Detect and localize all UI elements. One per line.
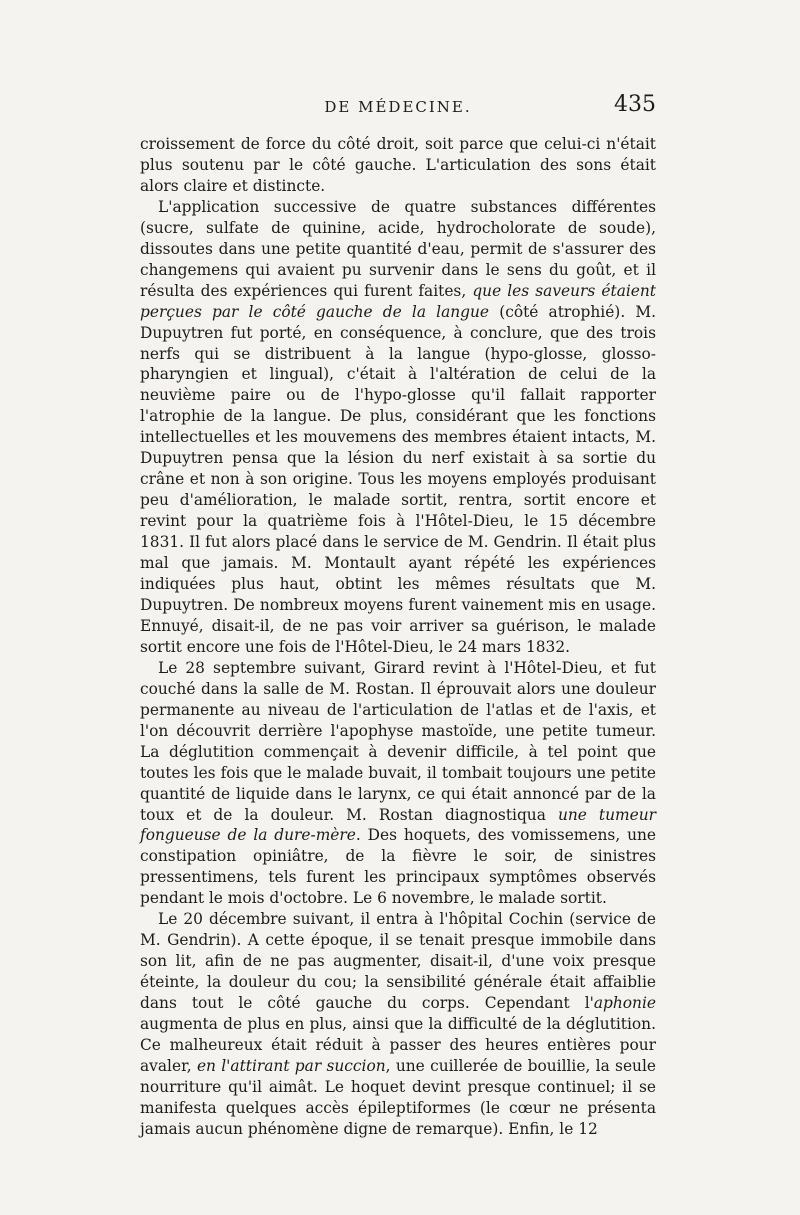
italic-text: en l'attirant par succion xyxy=(196,1056,386,1075)
page-header xyxy=(140,92,656,128)
paragraph-2 xyxy=(140,197,656,658)
paragraph-4 xyxy=(140,909,656,1139)
text-run: (côté atrophié). M. Dupuytren fut porté, en conséquence, à conclure, que des trois nerfs qui se distribuent à la langue (hypo-glosse, glosso-pharyngien et lingual), c'était à l'altération de celui de la neuvième paire ou de l'hypo-glosse qu'il fallait rapporter l'atrophie de la langue. De plus, considérant que les fonctions intellectuelles et les mouvemens des membres étaient intacts, M. Dupuytren pensa que la lésion du nerf existait à sa sortie du crâne et non à son origine. Tous les moyens employés produisant peu d'amélioration, le malade sortit, rentra, sortit encore et revint pour la quatrième fois à l'Hôtel-Dieu, le 15 décembre 1831. Il fut alors placé dans le service de M. Gendrin. Il était plus mal que jamais. M. Montault ayant répété les expériences indiquées plus haut, obtint les mêmes résultats que M. Dupuytren. De nombreux moyens furent vainement mis en usage. Ennuyé, disait-il, de ne pas voir arriver sa guérison, le malade sortit encore une fois de l'Hôtel-Dieu, le 24 mars 1832. xyxy=(140,302,657,656)
text-run: Le 20 décembre suivant, il entra à l'hôpital Cochin (service de M. Gendrin). A cette époque, il se tenait presque immobile dans son lit, afin de ne pas augmenter, disait-il, d'une voix presque éteinte, la douleur du cou; la sensibilité générale était affaiblie dans tout le côté gauche du corps. Cependant l' xyxy=(140,910,656,1013)
paragraph-1 xyxy=(140,134,656,197)
paragraph-3 xyxy=(140,658,656,909)
page-number: 435 xyxy=(614,92,656,117)
italic-text: une tumeur fongueuse de la dure-mère xyxy=(140,805,656,845)
text-run: L'application successive de quatre substances différentes (sucre, sulfate de quinine, acide, hydrocholorate de soude), dissoutes dans une petite quantité d'eau, permit de s'assurer des changemens qui avaient pu survenir dans le sens du goût, et il résulta des expériences qui furent faites, xyxy=(140,197,656,300)
text-run: , une cuillerée de bouillie, la seule nourriture qu'il aimât. Le hoquet devint presque continuel; il se manifesta quelques accès épileptiformes (le cœur ne présenta jamais aucun phénomène digne de remarque). Enfin, le 12 xyxy=(140,1056,656,1138)
text-run: augmenta de plus en plus, ainsi que la difficulté de la déglutition. Ce malheureux était réduit à passer des heures entières pour avaler, xyxy=(140,1015,656,1075)
text-run: Le 28 septembre suivant, Girard revint à l'Hôtel-Dieu, et fut couché dans la salle de M. Rostan. Il éprouvait alors une douleur permanente au niveau de l'articulation de l'atlas et de l'axis, et l'on découvrit derrière l'apophyse mastoïde, une petite tumeur. La déglutition commençait à devenir difficile, à tel point que toutes les fois que le malade buvait, il tombait toujours une petite quantité de liquide dans le larynx, ce qui était annoncé par de la toux et de la douleur. M. Rostan diagnostiqua xyxy=(140,658,656,824)
text-run: croissement de force du côté droit, soit parce que celui-ci n'était plus soutenu par le côté gauche. L'articulation des sons était alors claire et distincte. xyxy=(140,135,656,195)
italic-text: aphonie xyxy=(593,994,656,1013)
body-text xyxy=(140,134,656,1140)
italic-text: que les saveurs étaient perçues par le côté gauche de la langue xyxy=(140,281,656,321)
text-run: . Des hoquets, des vomissemens, une constipation opiniâtre, de la fièvre le soir, de sinistres pressentimens, tels furent les principaux symptômes observés pendant le mois d'octobre. Le 6 novembre, le malade sortit. xyxy=(140,826,656,908)
running-head: DE MÉDECINE. xyxy=(324,98,472,116)
